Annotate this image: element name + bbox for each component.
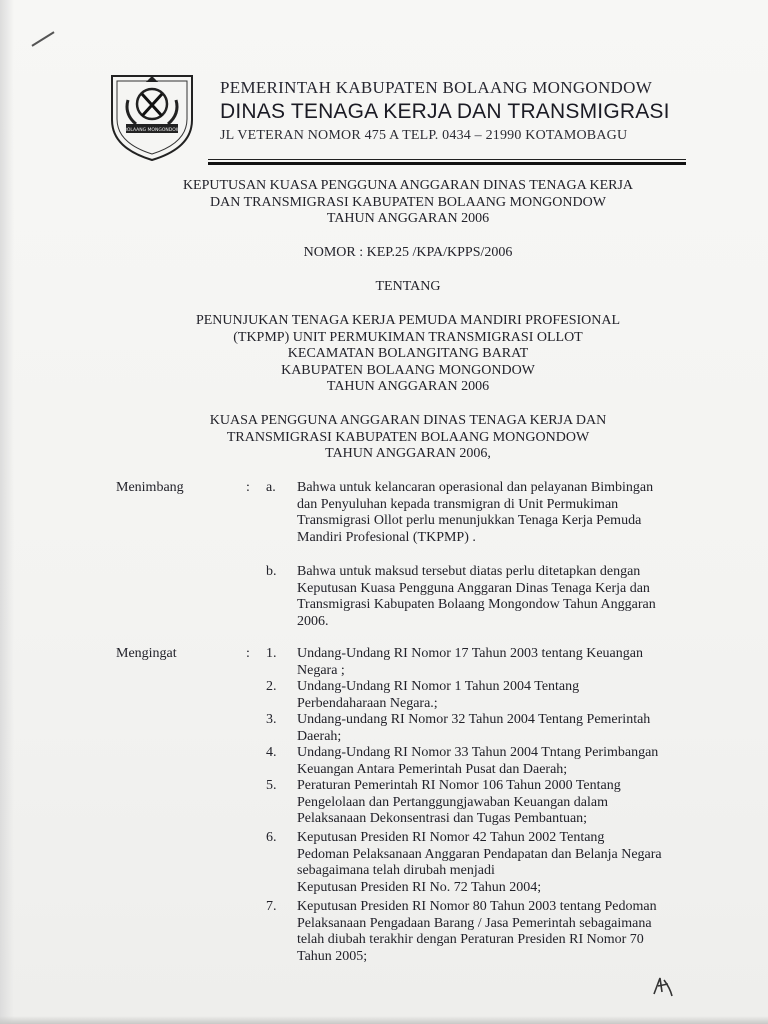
decree-number-text: NOMOR : KEP.25 /KPA/KPPS/2006 (303, 245, 513, 260)
department-name: DINAS TENAGA KERJA DAN TRANSMIGRASI (220, 100, 670, 123)
letterhead-rule-thick (208, 162, 686, 165)
decree-issuer (100, 413, 716, 463)
list-item-line: Negara ; (297, 662, 345, 678)
decree-subject (100, 313, 716, 396)
list-item-line: Keputusan Kuasa Pengguna Anggaran Dinas Tenaga Kerja dan (297, 580, 650, 596)
letterhead-rule-thin (208, 159, 686, 160)
list-item-line: Pelaksanaan Dekonsentrasi dan Tugas Pembantuan; (297, 811, 588, 826)
mengingat-marker-4: 4. (266, 745, 277, 760)
mengingat-item-4 (297, 745, 697, 778)
mengingat-marker-2: 2. (266, 679, 277, 694)
mengingat-item-2 (297, 679, 697, 712)
subject-line: PENUNJUKAN TENAGA KERJA PEMUDA MANDIRI PROFESIONAL (195, 313, 621, 328)
menimbang-marker-a: a. (266, 480, 276, 495)
list-item-line: Tahun 2005; (297, 948, 368, 964)
list-item-line: Bahwa untuk maksud tersebut diatas perlu ditetapkan dengan (297, 564, 641, 579)
page-edge-shadow (0, 0, 14, 1024)
mengingat-marker-7: 7. (266, 899, 277, 914)
list-item-line: Keputusan Presiden RI Nomor 42 Tahun 2002 Tentang (297, 830, 605, 845)
decree-number (100, 245, 716, 262)
menimbang-item-a (297, 480, 697, 546)
menimbang-marker-b: b. (266, 564, 277, 579)
subject-line: (TKPMP) UNIT PERMUKIMAN TRANSMIGRASI OLLOT (233, 329, 583, 345)
menimbang-item-b (297, 564, 697, 630)
mengingat-label: Mengingat (116, 646, 177, 661)
list-item-line: Pelaksanaan Pengadaan Barang / Jasa Pemerintah sebagaimana (297, 915, 652, 931)
emblem-banner-text: BOLAANG MONGONDOW (123, 128, 181, 133)
mengingat-marker-1: 1. (266, 646, 277, 661)
subject-line: TAHUN ANGGARAN 2006 (326, 379, 490, 394)
list-item-line: Mandiri Profesional (TKPMP) . (297, 529, 476, 545)
mengingat-marker-6: 6. (266, 830, 277, 845)
page-bottom-shadow (0, 1016, 768, 1024)
list-item-line: Undang-Undang RI Nomor 17 Tahun 2003 tentang Keuangan (297, 646, 643, 661)
list-item-line: Perbendaharaan Negara.; (297, 695, 438, 711)
list-item-line: sebagaimana telah dirubah menjadi (297, 863, 495, 878)
list-item-line: Transmigrasi Kabupaten Bolaang Mongondow Tahun Anggaran (297, 597, 656, 612)
list-item-line: Keputusan Presiden RI No. 72 Tahun 2004; (297, 879, 542, 895)
list-item-line: dan Penyuluhan kepada transmigran di Unit Permukiman (297, 496, 619, 512)
list-item-line: Daerah; (297, 728, 342, 744)
list-item-line: Undang-Undang RI Nomor 1 Tahun 2004 Tentang (297, 679, 580, 694)
list-item-line: Pengelolaan dan Pertanggungjawaban Keuangan dalam (297, 794, 609, 810)
government-name: PEMERINTAH KABUPATEN BOLAANG MONGONDOW (220, 78, 653, 97)
subject-line: KABUPATEN BOLAANG MONGONDOW (281, 362, 535, 378)
department-address: JL VETERAN NOMOR 475 A TELP. 0434 – 21990 KOTAMOBAGU (220, 128, 628, 143)
menimbang-colon: : (246, 480, 250, 495)
mengingat-marker-3: 3. (266, 712, 277, 727)
list-item-line: Undang-undang RI Nomor 32 Tahun 2004 Tentang Pemerintah (297, 712, 651, 727)
initial-paraf-mark (650, 974, 676, 1000)
mengingat-colon: : (246, 646, 250, 661)
issuer-line: KUASA PENGGUNA ANGGARAN DINAS TENAGA KERJA DAN (209, 413, 607, 428)
issuer-line: TAHUN ANGGARAN 2006, (325, 446, 491, 461)
list-item-line: telah diubah terakhir dengan Peraturan Presiden RI Nomor 70 (297, 932, 644, 947)
list-item-line: Peraturan Pemerintah RI Nomor 106 Tahun 2000 Tentang (297, 778, 621, 793)
list-item-line: Transmigrasi Ollot perlu menunjukkan Tenaga Kerja Pemuda (297, 513, 642, 528)
title-line: KEPUTUSAN KUASA PENGGUNA ANGGARAN DINAS TENAGA KERJA (182, 178, 634, 193)
menimbang-label: Menimbang (116, 480, 184, 495)
list-item-line: Bahwa untuk kelancaran operasional dan pelayanan Bimbingan (297, 480, 654, 495)
title-line: DAN TRANSMIGRASI KABUPATEN BOLAANG MONGONDOW (210, 194, 606, 210)
decree-title (100, 178, 716, 228)
list-item-line: Keputusan Presiden RI Nomor 80 Tahun 2003 tentang Pedoman (297, 899, 657, 914)
mengingat-marker-5: 5. (266, 778, 277, 793)
list-item-line: 2006. (297, 613, 329, 629)
decree-about (100, 279, 716, 296)
mengingat-item-7 (297, 899, 697, 965)
list-item-line: Pedoman Pelaksanaan Anggaran Pendapatan dan Belanja Negara (297, 846, 662, 862)
letterhead (220, 78, 690, 144)
mengingat-item-3 (297, 712, 697, 745)
decree-about-text: TENTANG (375, 279, 441, 294)
subject-line: KECAMATAN BOLANGITANG BARAT (287, 346, 529, 361)
mengingat-item-1 (297, 646, 697, 679)
list-item-line: Keuangan Antara Pemerintah Pusat dan Daerah; (297, 761, 568, 777)
regency-emblem-logo (106, 70, 198, 162)
list-item-line: Undang-Undang RI Nomor 33 Tahun 2004 Tntang Perimbangan (297, 745, 659, 760)
title-line: TAHUN ANGGARAN 2006 (326, 211, 490, 226)
issuer-line: TRANSMIGRASI KABUPATEN BOLAANG MONGONDOW (226, 429, 590, 445)
mengingat-item-5 (297, 778, 697, 828)
mengingat-item-6 (297, 830, 697, 896)
